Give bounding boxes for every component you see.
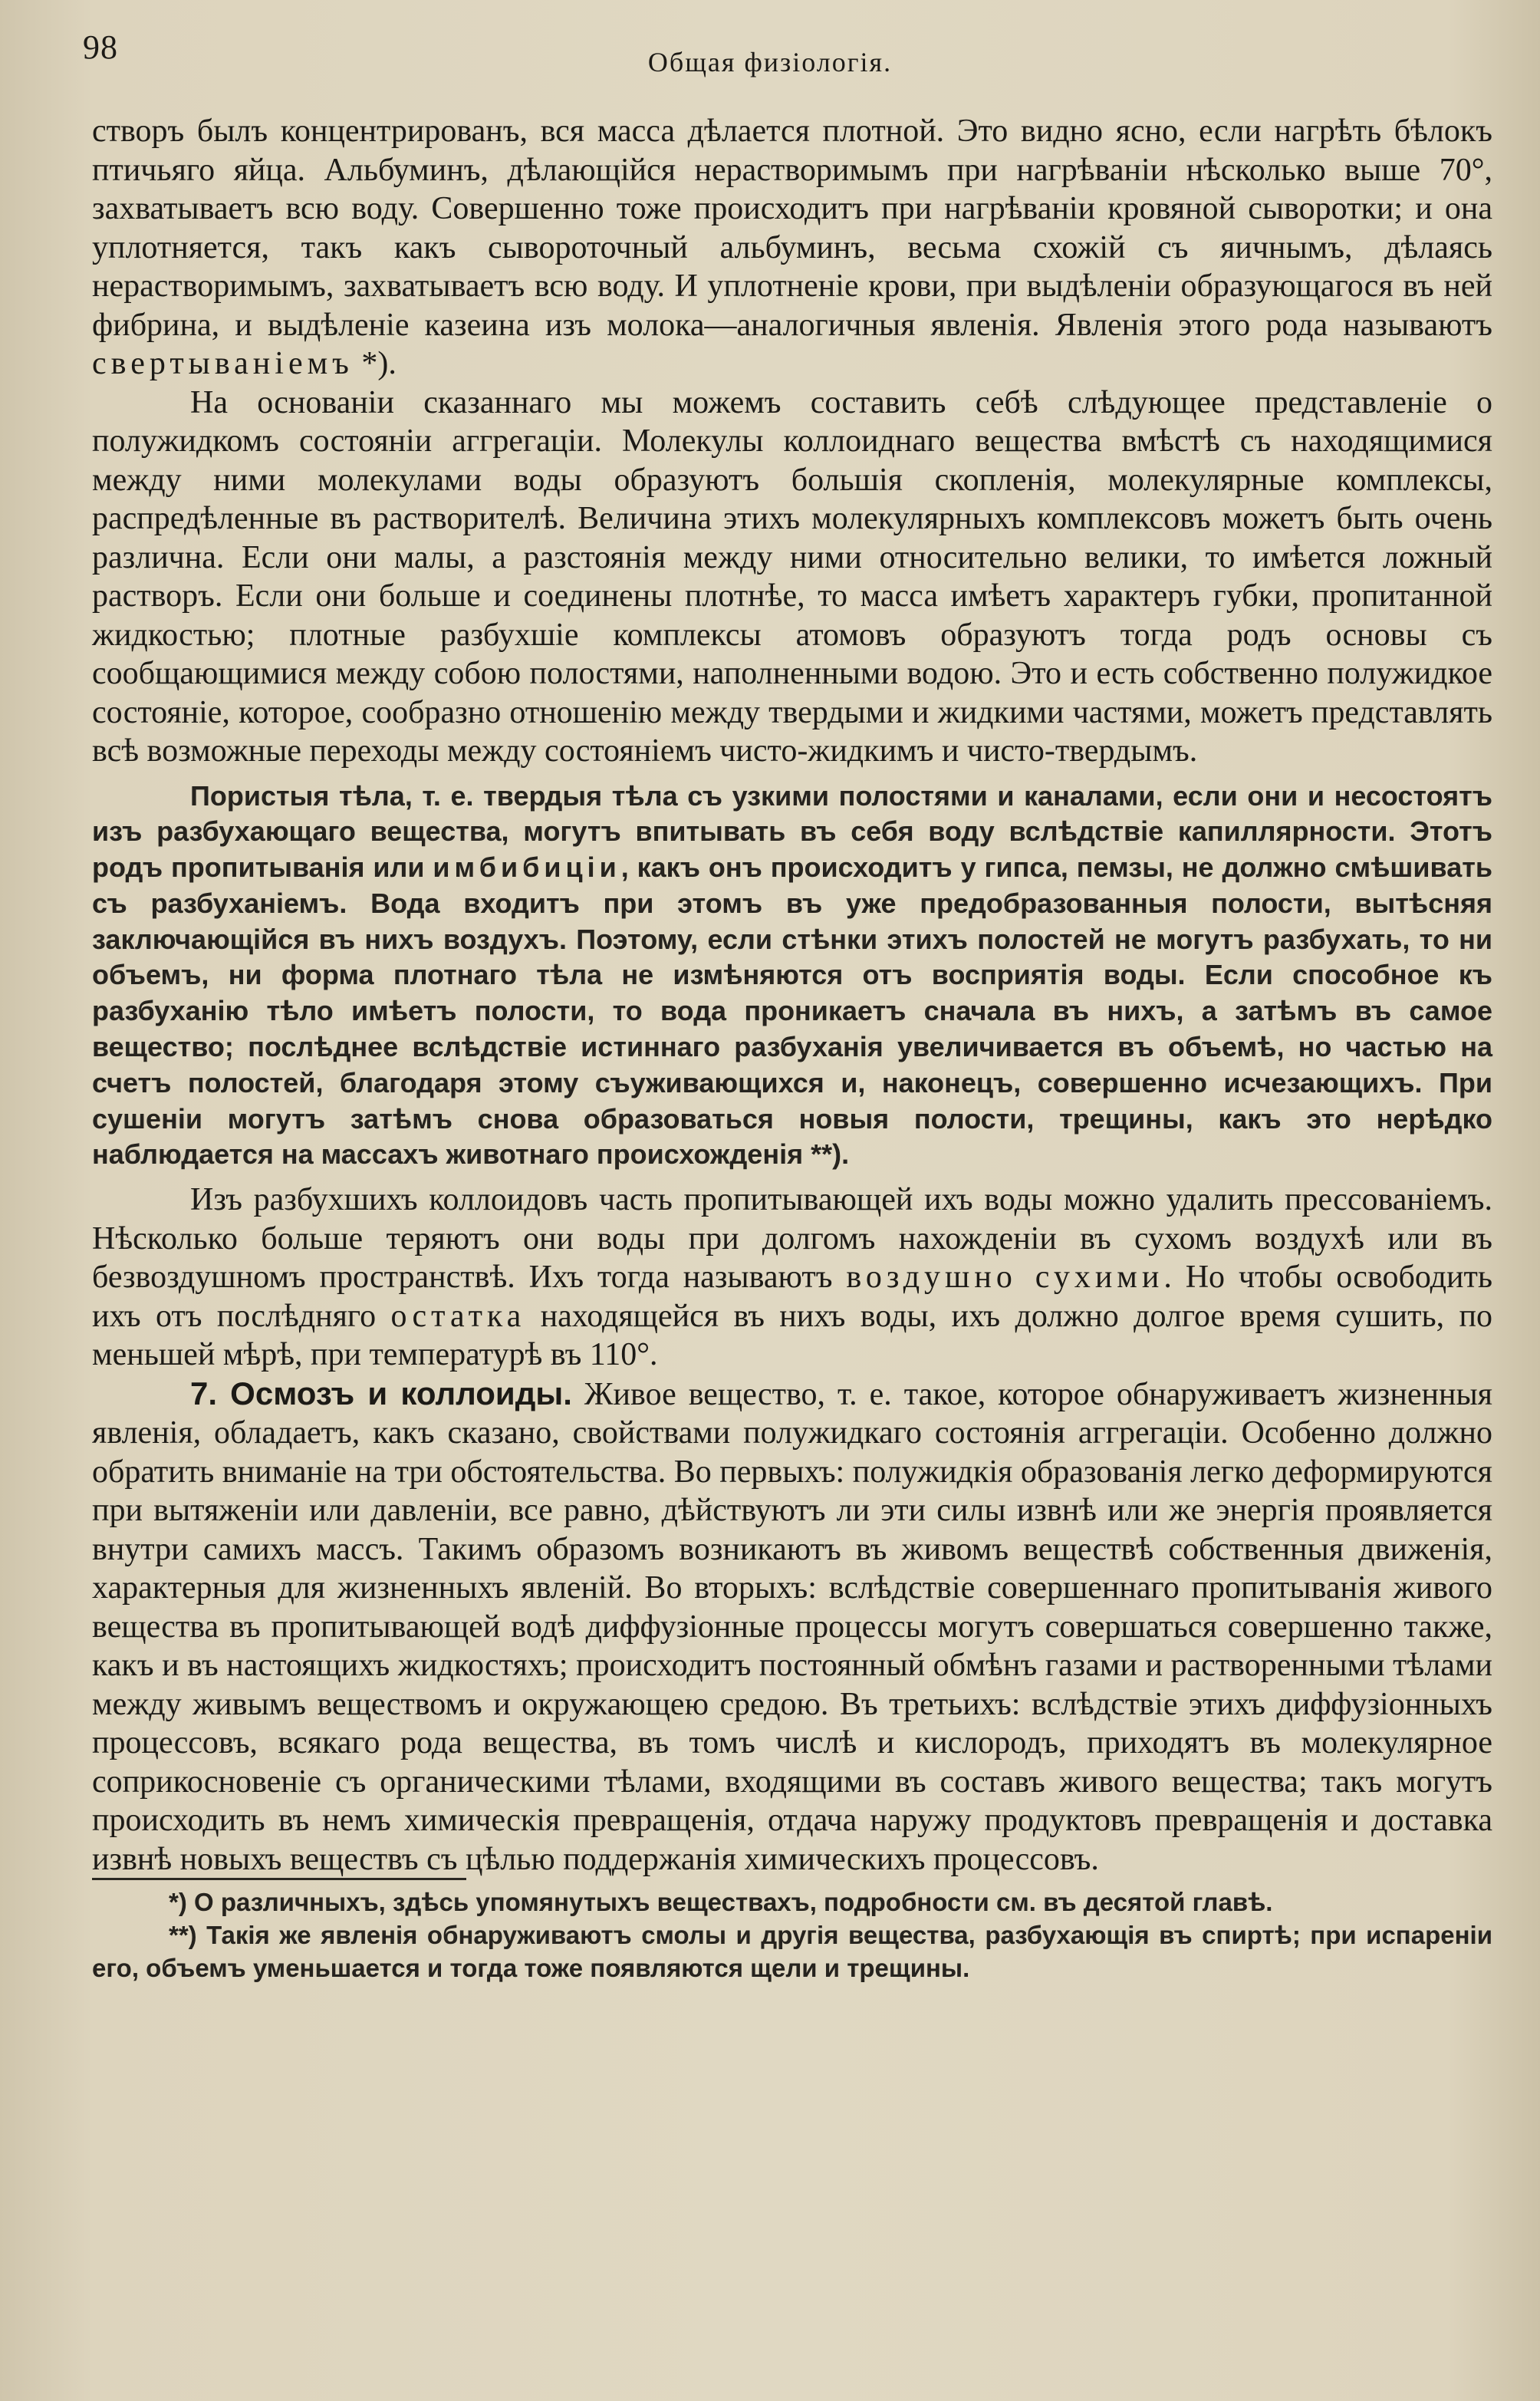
section-heading: 7. Осмозъ и коллоиды. <box>190 1375 572 1411</box>
paragraph-semiliquid-state: На основанiи сказаннаго мы можемъ составить себѣ слѣдующее представленiе о полужидкомъ состоянiи аггрегацiи. Молекулы коллоиднаго вещества вмѣстѣ съ находящимися между ними молекулами воды образуютъ большiя скопленiя, молекулярные комплексы, распредѣленные въ растворителѣ. Величина этихъ молекулярныхъ комплексовъ можетъ быть очень различна. Если они малы, а разстоянiя между ними относительно велики, то имѣется ложный растворъ. Если они больше и соединены плотнѣе, то масса имѣетъ характеръ губки, пропитанной жидкостью; плотные разбухшiе комплексы атомовъ образуютъ тогда родъ основы съ сообщающимися между собою полостями, наполненными водою. Это и есть собственно полужидкое состоянiе, которое, сообразно отношенiю между твердыми и жидкими частями, можетъ представлять всѣ возможные переходы между состоянiемъ чисто-жидкимъ и чисто-твердымъ. <box>92 384 1492 769</box>
paragraph-osmosis <box>92 1375 1492 1879</box>
paragraph-text: створъ былъ концентрированъ, вся масса дѣлается плотной. Это видно ясно, если нагрѣть бѣлокъ птичьяго яйца. Альбуминъ, дѣлающiйся нерастворимымъ при нагрѣванiи нѣсколько выше 70°, захватываетъ всю воду. Совершенно тоже происходитъ при нагрѣванiи кровяной сыворотки; и она уплотняется, такъ какъ сывороточный альбуминъ, весьма схожiй съ яичнымъ, дѣлаясь нерастворимымъ, захватываетъ всю воду. И уплотненiе крови, при выдѣленiи образующагося въ ней фибрина, и выдѣленiе казеина изъ молока—аналогичныя явленiя. Явленiя этого рода называютъ <box>92 114 1492 343</box>
body-text <box>92 112 1492 1879</box>
paragraph-drying <box>92 1181 1492 1375</box>
footnote-ref: *). <box>361 346 397 381</box>
footnotes <box>92 1886 1492 1984</box>
paragraph-text: Изъ разбухшихъ коллоидовъ часть пропитывающей ихъ воды можно удалить прессованiемъ. Нѣсколько больше теряютъ они воды при долгомъ нахожденiи въ сухомъ воздухѣ или въ безвоздушномъ пространствѣ. Ихъ тогда называютъ <box>92 1182 1492 1296</box>
page-number: 98 <box>83 28 118 66</box>
paragraph-text: , какъ онъ происходитъ у гипса, пемзы, не должно смѣшивать съ разбуханiемъ. Вода входитъ при этомъ въ уже предобразованныя полости, вытѣсняя заключающiйся въ нихъ воздухъ. Поэтому, если стѣнки этихъ полостей не могутъ разбухать, то ни объемъ, ни форма плотнаго тѣла не измѣняются отъ восприятiя воды. Если способное къ разбуханiю тѣло имѣетъ полости, то вода проникаетъ сначала въ нихъ, а затѣмъ въ самое вещество; послѣднее вслѣдствiе истиннаго разбуханiя увеличивается въ объемѣ, но частью на счетъ полостей, благодаря этому съуживающихся и, наконецъ, совершенно исчезающихъ. При сушенiи могутъ затѣмъ снова образоваться новыя полости, трещины, какъ это нерѣдко наблюдается на массахъ животнаго происхожденiя **). <box>92 851 1492 1171</box>
paragraph-text: . Но чтобы освободить ихъ отъ послѣдняго <box>92 1260 1493 1334</box>
emphasized-term: свертыванiемъ <box>92 346 354 381</box>
emphasized-term: остатка <box>390 1298 526 1334</box>
paragraph-text: Живое вещество, т. е. такое, которое обнаруживаетъ жизненныя явленiя, обладаетъ, какъ сказано, свойствами полужидкаго состоянiя аггрегацiи. Особенно должно обратить вниманiе на три обстоятельства. Во первыхъ: полужидкiя образованiя легко деформируются при вытяженiи или давленiи, все равно, дѣйствуютъ ли эти силы извнѣ или же энергiя проявляется внутри самихъ массъ. Такимъ образомъ возникаютъ въ живомъ веществѣ собственныя движенiя, характерныя для жизненныхъ явленiй. Во вторыхъ: вслѣдствiе совершеннаго пропитыванiя живого вещества въ пропитывающей водѣ диффузiонные процессы могутъ совершаться совершенно также, какъ и въ настоящихъ жидкостяхъ; происходитъ постоянный обмѣнъ газами и растворенными тѣлами между живымъ веществомъ и окружающею средою. Въ третьихъ: вслѣдствiе этихъ диффузiонныхъ процессовъ, всякаго рода вещества, въ томъ числѣ и кислородъ, приходятъ въ молекулярное соприкосновенiе съ органическими тѣлами, входящими въ составъ живого вещества; такъ могутъ происходить въ немъ химическiя превращенiя, отдача наружу продуктовъ превращенiя и доставка извнѣ новыхъ веществъ съ цѣлью поддержанiя химическихъ процессовъ. <box>92 1376 1492 1877</box>
paragraph-coagulation <box>92 112 1492 384</box>
footnote-divider <box>92 1878 466 1880</box>
footnote-2: **) Такiя же явленiя обнаруживаютъ смолы и другiя вещества, разбухающiя въ спиртѣ; при испаренiи его, объемъ уменьшается и тогда тоже появляются щели и трещины. <box>92 1921 1492 1982</box>
paragraph-porous-bodies <box>92 779 1492 1174</box>
emphasized-term: воздушно сухими <box>846 1260 1164 1296</box>
paragraph-text: находящейся въ нихъ воды, ихъ должно долгое время сушить, по меньшей мѣрѣ, при температурѣ въ 110°. <box>92 1298 1493 1373</box>
emphasized-term: имбибицiи <box>433 851 621 884</box>
running-title: Общая физiологiя. <box>647 47 893 77</box>
footnote-1: *) О различныхъ, здѣсь упомянутыхъ веществахъ, подробности см. въ десятой главѣ. <box>169 1888 1273 1916</box>
paragraph-text: Пористыя тѣла, т. е. твердыя тѣла съ узкими полостями и каналами, если они и несостоятъ изъ разбухающаго вещества, могутъ впитывать въ себя воду вслѣдствiе капиллярности. Этотъ родъ пропитыванiя или <box>92 779 1492 884</box>
